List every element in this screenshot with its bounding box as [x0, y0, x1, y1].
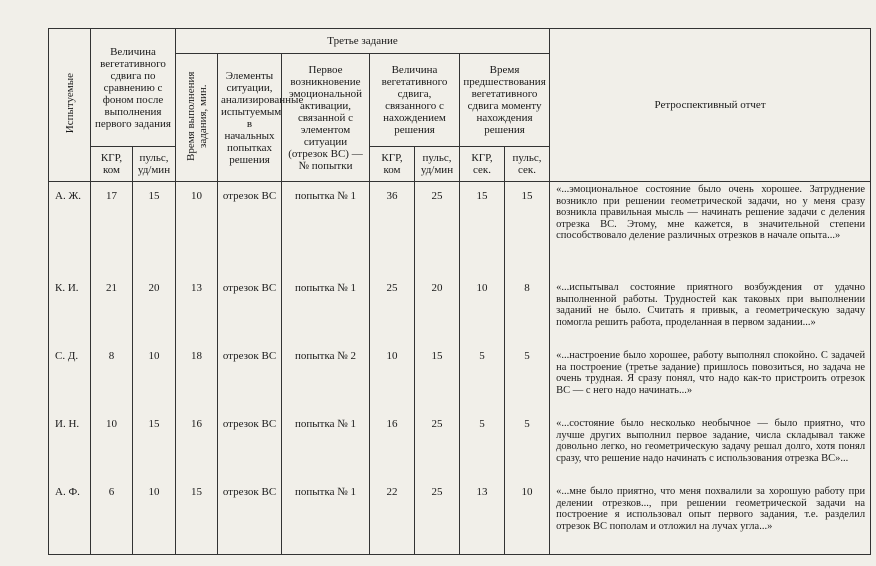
subject-header	[49, 29, 91, 182]
table-row	[49, 484, 871, 555]
pulse-sec-value: 10	[505, 484, 550, 555]
attempt-value: попытка № 1	[282, 182, 370, 281]
table-row	[49, 280, 871, 348]
pulse-found-value: 25	[415, 416, 460, 484]
pulse-found-value: 15	[415, 348, 460, 416]
pulse-sec-value: 5	[505, 348, 550, 416]
time-exec-header	[176, 54, 218, 182]
kgr-found-value: 36	[370, 182, 415, 281]
kgr-sec-value: 5	[460, 348, 505, 416]
attempt-value: попытка № 1	[282, 280, 370, 348]
subject-name: И. Н.	[49, 416, 91, 484]
table-row	[49, 182, 871, 281]
veg-shift-header: Величина вегетативного сдвига по сравнению с фоном после выполнения первого задания	[91, 29, 176, 147]
element-value: отрезок ВС	[218, 280, 282, 348]
kgr-sec-value: 13	[460, 484, 505, 555]
subject-name: А. Ф.	[49, 484, 91, 555]
pulse-header-2: пульс, уд/мин	[415, 147, 460, 182]
time-value: 18	[176, 348, 218, 416]
data-table	[48, 28, 871, 555]
report-text: «...мне было приятно, что меня похвалили за хорошую работу при делении отрезков..., при решении геометрической задачи на построение я использовал опыт первого задания, т.е. разделил отрезок ВС пополам и отложил на лучах угла...»	[550, 484, 871, 555]
third-task-header: Третье задание	[176, 29, 550, 54]
pulse-found-value: 20	[415, 280, 460, 348]
time-precede-header: Время предшествования вегетативного сдвига моменту нахождения решения	[460, 54, 550, 147]
kgr-sec-value: 10	[460, 280, 505, 348]
kgr-found-value: 22	[370, 484, 415, 555]
retro-header: Ретроспективный отчет	[550, 29, 871, 182]
pulse-sec-value: 15	[505, 182, 550, 281]
time-value: 16	[176, 416, 218, 484]
time-value: 15	[176, 484, 218, 555]
pulse-value: 15	[133, 182, 176, 281]
first-arousal-header: Первое возникновение эмоциональной активации, связанной с элементом ситуации (отрезок ВС) — № попытки	[282, 54, 370, 182]
pulse-sec-value: 5	[505, 416, 550, 484]
kgr-sec-value: 15	[460, 182, 505, 281]
pulse-value: 15	[133, 416, 176, 484]
kgr-value: 21	[91, 280, 133, 348]
element-value: отрезок ВС	[218, 416, 282, 484]
table-row	[49, 348, 871, 416]
time-value: 10	[176, 182, 218, 281]
pulse-found-value: 25	[415, 484, 460, 555]
subject-name: К. И.	[49, 280, 91, 348]
time-value: 13	[176, 280, 218, 348]
veg-shift-found-header: Величина вегетативного сдвига, связанного с нахождением решения	[370, 54, 460, 147]
table-row	[49, 416, 871, 484]
pulse-found-value: 25	[415, 182, 460, 281]
element-value: отрезок ВС	[218, 182, 282, 281]
kgr-value: 8	[91, 348, 133, 416]
subject-header-label: Испытуемые	[63, 73, 76, 134]
kgr-found-value: 10	[370, 348, 415, 416]
pulse-value: 10	[133, 484, 176, 555]
kgr-found-value: 25	[370, 280, 415, 348]
report-text: «...эмоциональное состояние было очень хорошее. Затруднение возникло при решении геометрической задачи, но у меня сразу возникла правильная мысль — начинать решение задачи с деления отрезка ВС. Этому, мне кажется, в значительной степени способствовало деление различных отрезков в начале опыта...»	[550, 182, 871, 281]
subject-name: А. Ж.	[49, 182, 91, 281]
pulse-sec-value: 8	[505, 280, 550, 348]
pulse-header-1: пульс, уд/мин	[133, 147, 176, 182]
kgr-kom-header-2: КГР, ком	[370, 147, 415, 182]
pulse-value: 10	[133, 348, 176, 416]
attempt-value: попытка № 1	[282, 416, 370, 484]
pulse-sec-header: пульс, сек.	[505, 147, 550, 182]
element-value: отрезок ВС	[218, 484, 282, 555]
kgr-kom-header-1: КГР, ком	[91, 147, 133, 182]
kgr-value: 10	[91, 416, 133, 484]
kgr-value: 6	[91, 484, 133, 555]
kgr-sec-header: КГР, сек.	[460, 147, 505, 182]
report-text: «...состояние было несколько необычное — было приятно, что лучше других выполнил первое задание, числа складывал также довольно легко, но геометрическую задачу решал долго, хотя понял сразу, что решение надо начинать с использования отрезка ВС»...	[550, 416, 871, 484]
elements-header: Элементы ситуации, анализированные испытуемым в начальных попытках решения	[218, 54, 282, 182]
pulse-value: 20	[133, 280, 176, 348]
subject-name: С. Д.	[49, 348, 91, 416]
report-text: «...испытывал состояние приятного возбуждения от удачно выполненной работы. Трудностей как таковых при выполнении заданий не было. Считать я привык, а геометрическую задачу помогла решить работа, проделанная в первом задании...»	[550, 280, 871, 348]
time-exec-header-label: Время выполнения задания, мин.	[184, 71, 209, 161]
kgr-found-value: 16	[370, 416, 415, 484]
element-value: отрезок ВС	[218, 348, 282, 416]
kgr-value: 17	[91, 182, 133, 281]
attempt-value: попытка № 2	[282, 348, 370, 416]
attempt-value: попытка № 1	[282, 484, 370, 555]
report-text: «...настроение было хорошее, работу выполнял спокойно. С задачей на построение (третье задание) пришлось повозиться, но задача не очень трудная. Я сразу понял, что надо как-то пристроить отрезок ВС — с него надо начинать...»	[550, 348, 871, 416]
kgr-sec-value: 5	[460, 416, 505, 484]
